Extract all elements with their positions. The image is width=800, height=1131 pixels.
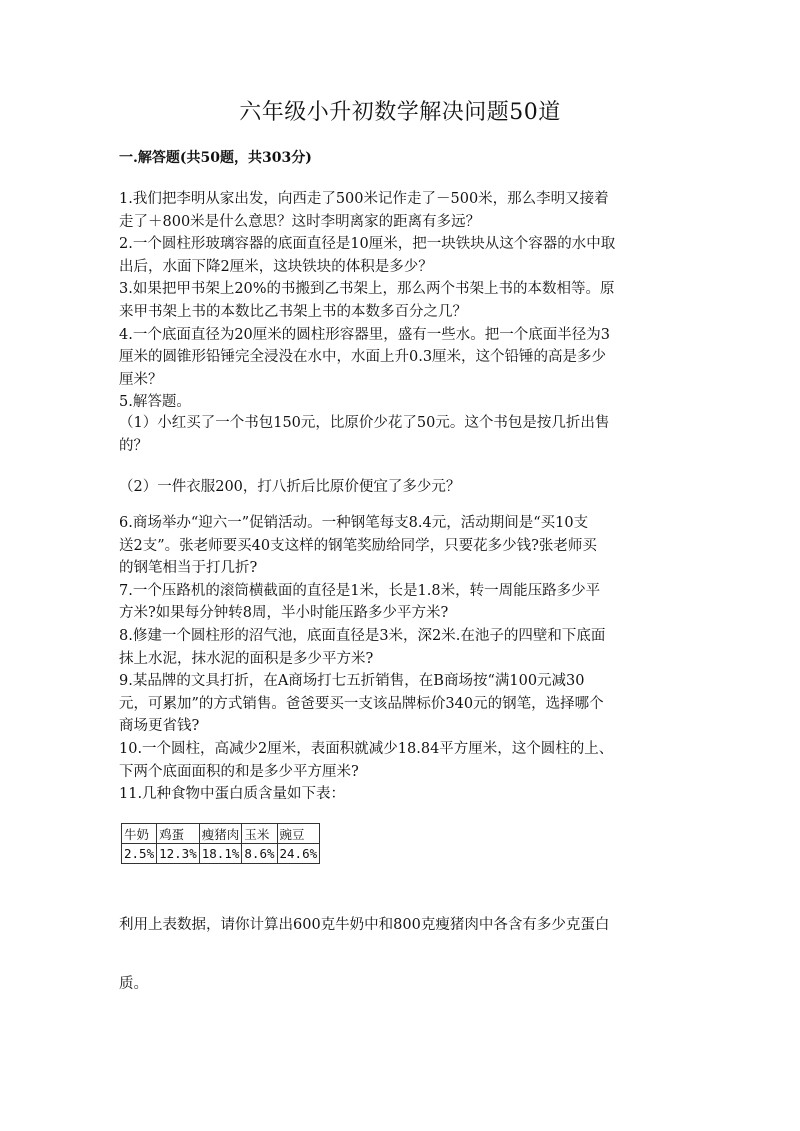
table-row bbox=[122, 844, 320, 864]
question-3: 3.如果把甲书架上20%的书搬到乙书架上，那么两个书架上书的本数相等。原 来甲书架上书的本数比乙书架上书的本数多百分之几？ bbox=[119, 281, 615, 320]
table-cell: 18.1% bbox=[199, 844, 242, 864]
question-4: 4.一个底面直径为20厘米的圆柱形容器里，盛有一些水。把一个底面半径为3 厘米的圆锥形铅锤完全浸没在水中，水面上升0.3厘米，这个铅锤的高是多少 厘米？ bbox=[119, 326, 611, 388]
table-cell: 12.3% bbox=[157, 844, 200, 864]
question-5-part-1: （1）小红买了一个书包150元，比原价少花了50元。这个书包是按几折出售 的？ bbox=[119, 415, 610, 454]
question-9: 9.某品牌的文具打折，在A商场打七五折销售，在B商场按“满100元减30 元，可累加”的方式销售。爸爸要买一支该品牌标价340元的钢笔，选择哪个 商场更省钱? bbox=[119, 673, 604, 735]
question-block-a bbox=[119, 188, 684, 414]
question-7: 7.一个压路机的滚筒横截面的直径是1米，长是1.8米，转一周能压路多少平 方米?如果每分钟转8周，半小时能压路多少平方米? bbox=[119, 582, 601, 622]
table-header-row bbox=[122, 824, 320, 844]
table-header-cell: 玉米 bbox=[242, 824, 277, 844]
question-5-part-2: （2）一件衣服200，打八折后比原价便宜了多少元？ bbox=[119, 479, 461, 495]
table-header-cell: 豌豆 bbox=[277, 824, 320, 844]
question-11-text-line-1: 利用上表数据，请你计算出600克牛奶中和800克瘦猪肉中各含有多少克蛋白 bbox=[119, 917, 610, 933]
question-8: 8.修建一个圆柱形的沼气池，底面直径是3米，深2米.在池子的四壁和下底面 抹上水泥，抹水泥的面积是多少平方米? bbox=[119, 627, 606, 667]
table-header-cell: 瘦猪肉 bbox=[199, 824, 242, 844]
table-cell: 24.6% bbox=[277, 844, 320, 864]
question-5: 5.解答题。 bbox=[119, 394, 191, 411]
protein-table bbox=[121, 823, 320, 864]
question-11: 11.几种食物中蛋白质含量如下表： bbox=[119, 786, 346, 803]
question-10: 10.一个圆柱，高减少2厘米，表面积就减少18.84平方厘米，这个圆柱的上、 下两个底面面积的和是多少平方厘米? bbox=[119, 740, 614, 780]
question-1: 1.我们把李明从家出发，向西走了500米记作走了－500米，那么李明又接着 走了＋800米是什么意思？这时李明离家的距离有多远？ bbox=[119, 191, 609, 230]
question-2: 2.一个圆柱形玻璃容器的底面直径是10厘米，把一块铁块从这个容器的水中取 出后，水面下降2厘米，这块铁块的体积是多少？ bbox=[119, 236, 616, 275]
question-6: 6.商场举办“迎六一”促销活动。一种钢笔每支8.4元，活动期间是“买10支 送2支”。张老师要买40支这样的钢笔奖励给同学，只要花多少钱?张老师买 的钢笔相当于打几折? bbox=[119, 515, 597, 577]
table-cell: 2.5% bbox=[122, 844, 157, 864]
table-cell: 8.6% bbox=[242, 844, 277, 864]
table-header-cell: 牛奶 bbox=[122, 824, 157, 844]
question-11-text-line-2: 质。 bbox=[119, 976, 148, 992]
section-heading: 一.解答题(共50题，共303分) bbox=[119, 150, 312, 166]
question-block-b bbox=[119, 512, 684, 806]
table-header-cell: 鸡蛋 bbox=[157, 824, 200, 844]
page-title: 六年级小升初数学解决问题50道 bbox=[239, 100, 561, 125]
